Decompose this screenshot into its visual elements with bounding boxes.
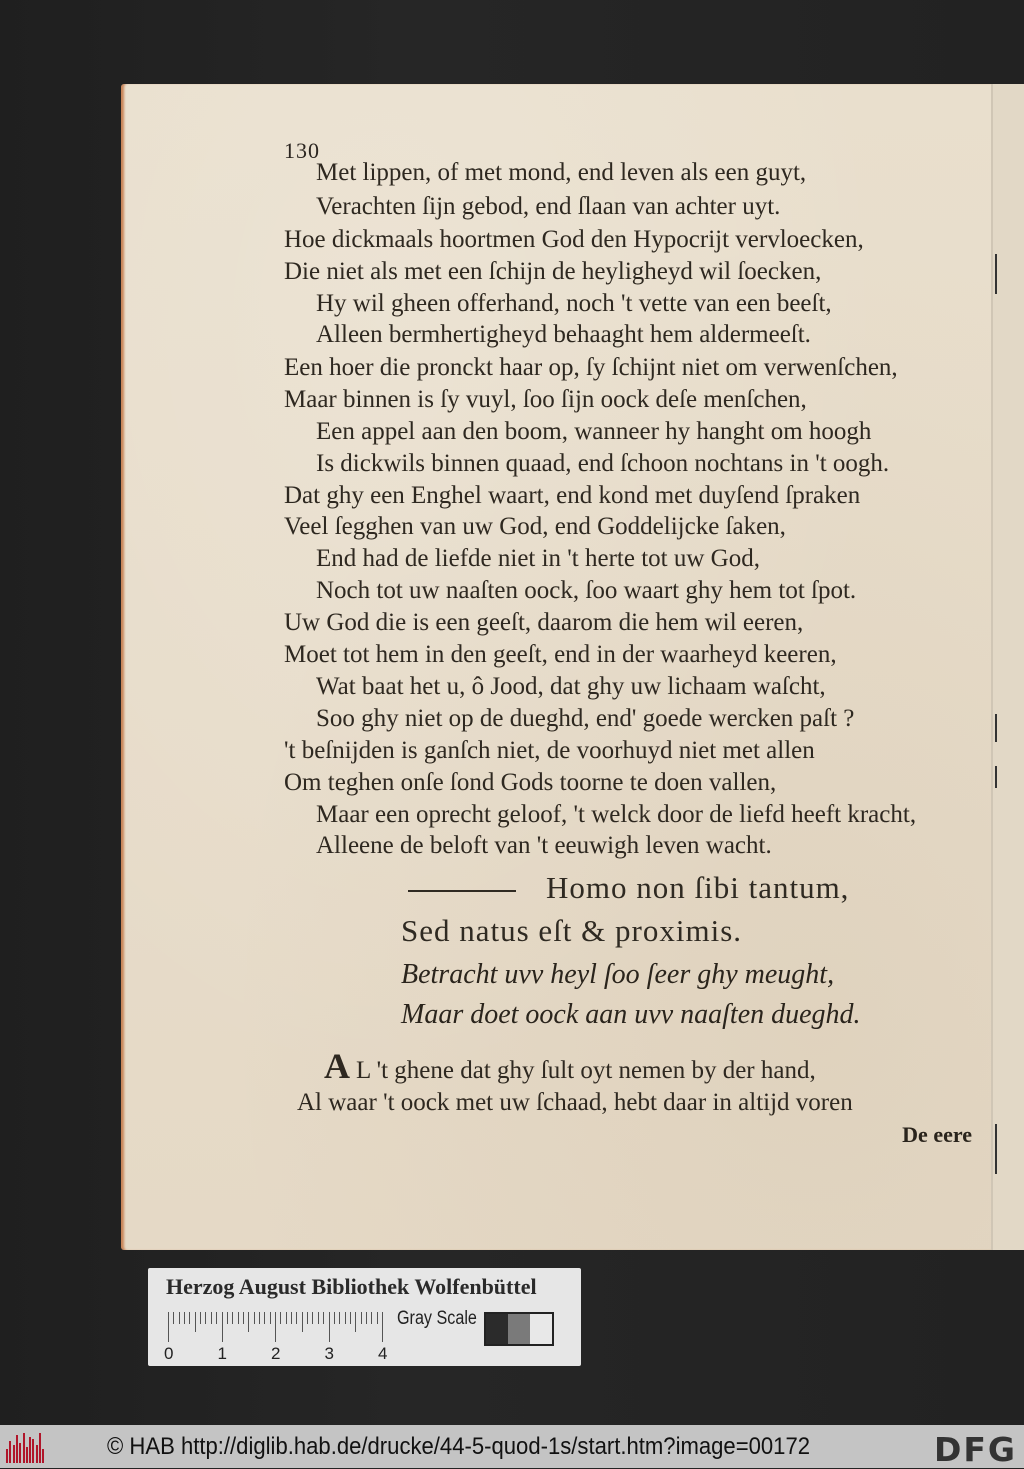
ruler-tick — [195, 1312, 196, 1332]
next-poem-line-2: Al waar 't oock met uw ſchaad, hebt daar in altijd voren — [297, 1089, 853, 1116]
ruler-tick — [302, 1312, 303, 1332]
ruler-tick — [264, 1312, 265, 1324]
motto-dutch-line-1: Betracht uvv heyl ſoo ſeer ghy meught, — [401, 959, 835, 990]
ruler-tick — [334, 1312, 335, 1324]
ruler-tick — [296, 1312, 297, 1324]
verse-line: Dat ghy een Enghel waart, end kond met duyſend ſpraken — [284, 482, 861, 509]
ruler-tick — [350, 1312, 351, 1324]
verse-line: Veel ſegghen van uw God, end Goddelijcke ſaken, — [284, 513, 786, 540]
ruler-tick — [232, 1312, 233, 1324]
verse-line: Moet tot hem in den geeſt, end in der waarheyd keeren, — [284, 641, 837, 668]
ruler-tick — [254, 1312, 255, 1324]
ruler-tick — [259, 1312, 260, 1324]
adjacent-page-edge — [991, 84, 1024, 1250]
ruler-tick — [318, 1312, 319, 1324]
ruler-tick — [291, 1312, 292, 1324]
ruler-tick — [238, 1312, 239, 1324]
ruler-tick — [312, 1312, 313, 1324]
rule-dash — [408, 890, 516, 892]
ruler-tick — [227, 1312, 228, 1324]
motto-dutch-line-2: Maar doet oock aan uvv naaſten dueghd. — [401, 999, 861, 1030]
book-page — [121, 84, 991, 1250]
ruler-tick — [371, 1312, 372, 1324]
ruler-tick — [345, 1312, 346, 1324]
ruler-tick — [377, 1312, 378, 1324]
gray-scale-swatch — [484, 1312, 554, 1346]
verse-line: Om teghen onſe ſond Gods toorne te doen vallen, — [284, 769, 777, 796]
verse-line: Soo ghy niet op de dueghd, end' goede wercken paſt ? — [316, 705, 855, 732]
verse-line: Wat baat het u, ô Jood, dat ghy uw lichaam waſcht, — [316, 673, 826, 700]
color-scale-card — [148, 1268, 581, 1366]
ruler-tick — [366, 1312, 367, 1324]
ruler-tick — [222, 1312, 223, 1342]
verse-line: Een hoer die pronckt haar op, ſy ſchijnt niet om verwenſchen, — [284, 354, 898, 381]
copyright-url[interactable]: © HAB http://diglib.hab.de/drucke/44-5-quod-1s/start.htm?image=00172 — [107, 1433, 811, 1460]
motto-latin-line-2: Sed natus eſt & proximis. — [401, 913, 743, 948]
ruler-tick — [355, 1312, 356, 1332]
verse-line: Met lippen, of met mond, end leven als een guyt, — [316, 159, 807, 186]
swatch-light — [530, 1314, 552, 1344]
page-text — [121, 84, 991, 1250]
next-poem-line-1: A L 't ghene dat ghy ſult oyt nemen by der hand, — [324, 1046, 816, 1086]
bleed-mark — [995, 714, 997, 742]
verse-line: Hoe dickmaals hoortmen God den Hypocrijt vervloecken, — [284, 226, 864, 253]
bleed-mark — [995, 766, 997, 788]
verse-line: Verachten ſijn gebod, end ſlaan van achter uyt. — [316, 193, 781, 220]
ruler-tick — [205, 1312, 206, 1324]
ruler-tick — [323, 1312, 324, 1324]
verse-line: Alleene de beloft van 't eeuwigh leven wacht. — [316, 832, 772, 859]
ruler-number: 0 — [164, 1344, 174, 1363]
swatch-dark — [486, 1314, 508, 1344]
verse-line: Noch tot uw naaſten oock, ſoo waart ghy hem tot ſpot. — [316, 577, 857, 604]
ruler-tick — [286, 1312, 287, 1324]
hab-barcode-logo-icon — [6, 1431, 46, 1463]
gray-scale-label: Gray Scale — [397, 1308, 477, 1329]
ruler-tick — [200, 1312, 201, 1324]
ruler-tick — [280, 1312, 281, 1324]
ruler-tick — [270, 1312, 271, 1324]
dfg-logo: DFG — [934, 1430, 1018, 1469]
footer-bar — [0, 1425, 1024, 1468]
ruler-tick — [339, 1312, 340, 1324]
page-number: 130 — [284, 138, 320, 163]
swatch-mid — [508, 1314, 530, 1344]
verse-line: Alleen bermhertigheyd behaaght hem aldermeeſt. — [316, 321, 811, 348]
ruler-tick — [275, 1312, 276, 1342]
ruler-tick — [361, 1312, 362, 1324]
catchword: De eere — [902, 1122, 972, 1147]
ruler-tick — [189, 1312, 190, 1324]
ruler-tick — [168, 1312, 169, 1342]
ruler-tick — [216, 1312, 217, 1324]
ruler-tick — [173, 1312, 174, 1324]
ruler-tick — [382, 1312, 383, 1342]
bleed-mark — [995, 1124, 997, 1174]
ruler-tick — [243, 1312, 244, 1324]
ruler-tick — [307, 1312, 308, 1324]
ruler-tick — [184, 1312, 185, 1324]
ruler-tick — [211, 1312, 212, 1324]
cm-ruler — [164, 1312, 388, 1363]
bleed-mark — [995, 254, 997, 294]
drop-capital: A — [324, 1046, 350, 1086]
ruler-tick — [329, 1312, 330, 1342]
verse-line: 't beſnijden is ganſch niet, de voorhuyd niet met allen — [284, 737, 815, 764]
verse-line: Maar een oprecht geloof, 't welck door de liefd heeft kracht, — [316, 801, 917, 828]
verse-line: Is dickwils binnen quaad, end ſchoon nochtans in 't oogh. — [316, 450, 890, 477]
verse-line: Uw God die is een geeſt, daarom die hem wil eeren, — [284, 609, 804, 636]
ruler-number: 2 — [271, 1344, 281, 1363]
verse-line: Hy wil gheen offerhand, noch 't vette van een beeſt, — [316, 290, 832, 317]
ruler-number: 3 — [324, 1344, 334, 1363]
verse-line: Een appel aan den boom, wanneer hy hanght om hoogh — [316, 418, 872, 445]
ruler-tick — [248, 1312, 249, 1332]
ruler-tick — [179, 1312, 180, 1324]
ruler-number: 4 — [378, 1344, 388, 1363]
verse-line: Die niet als met een ſchijn de heyligheyd wil ſoecken, — [284, 258, 822, 285]
motto-latin-line-1: Homo non ſibi tantum, — [408, 870, 849, 906]
library-name: Herzog August Bibliothek Wolfenbüttel — [166, 1274, 537, 1299]
verse-line: End had de liefde niet in 't herte tot uw God, — [316, 545, 760, 572]
verse-line: Maar binnen is ſy vuyl, ſoo ſijn oock deſe menſchen, — [284, 386, 807, 413]
ruler-number: 1 — [217, 1344, 227, 1363]
